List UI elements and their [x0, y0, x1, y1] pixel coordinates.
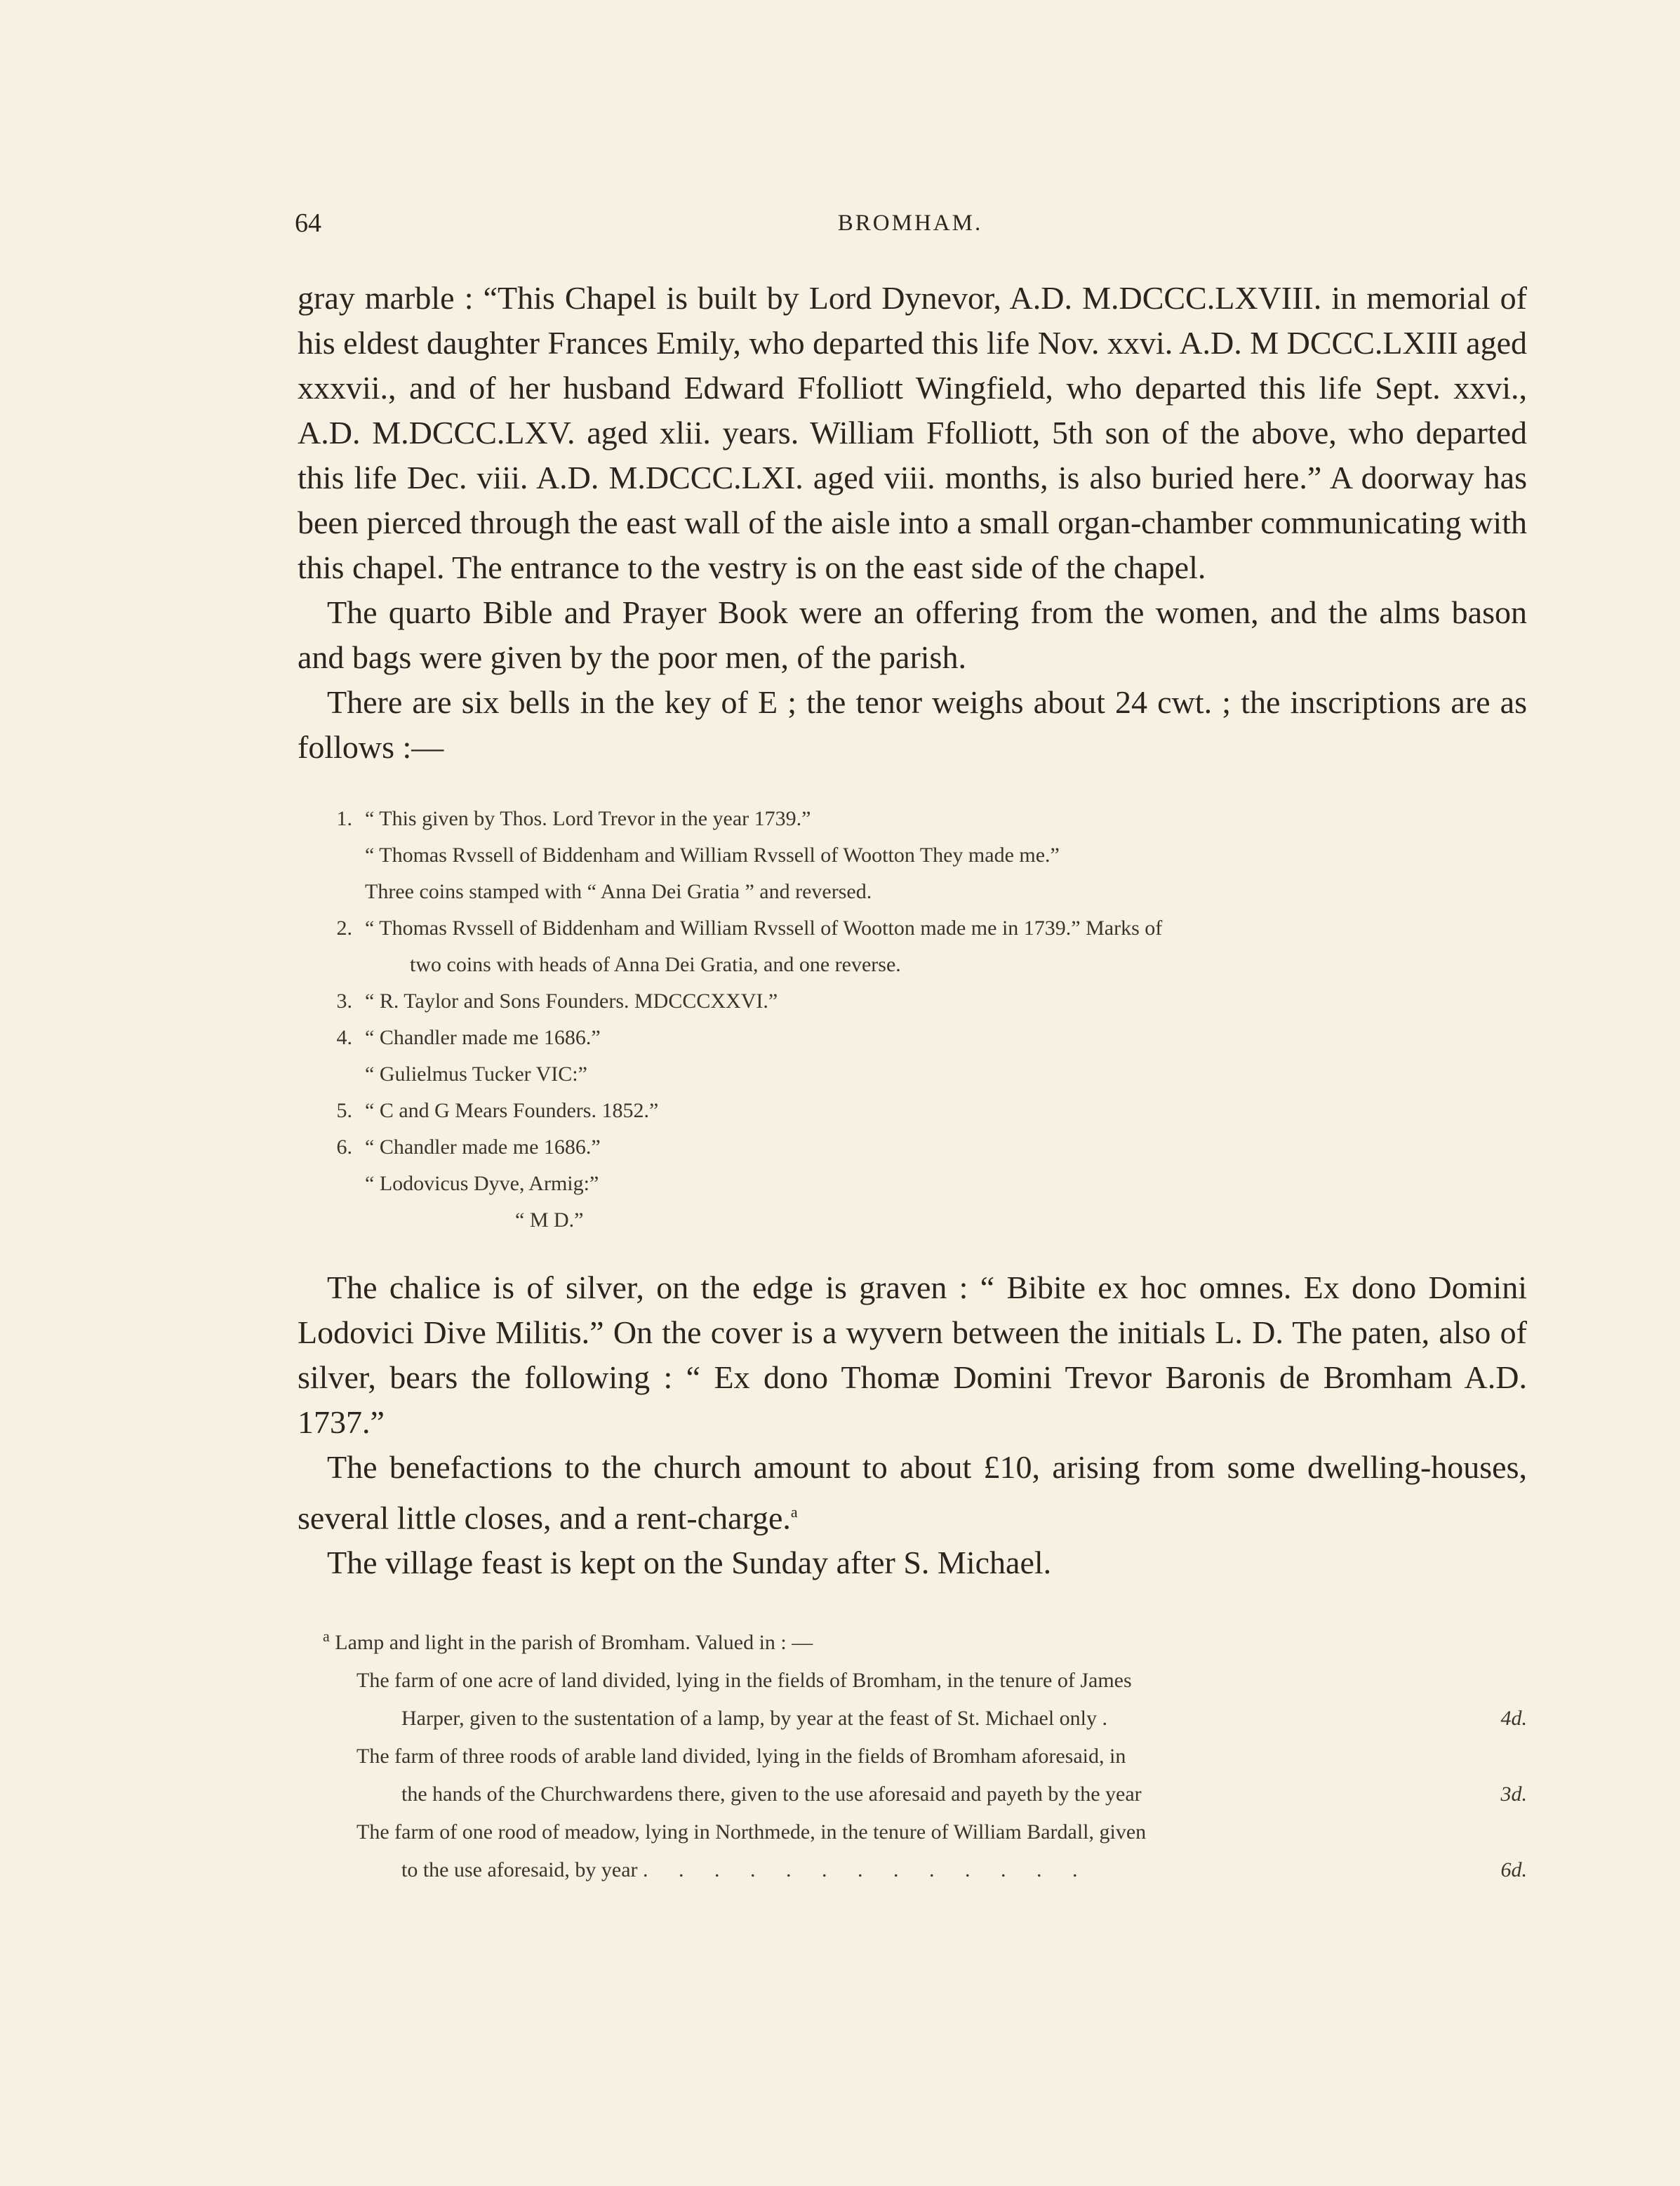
bell-inscription: “ This given by Thos. Lord Trevor in the year 1739.”	[365, 807, 811, 830]
footnote-amount: 6d.	[1500, 1858, 1527, 1882]
bell-inscriptions-list	[298, 801, 1527, 1239]
paragraph-bible-offering: The quarto Bible and Prayer Book were an offering from the women, and the alms bason and bags were given by the poor men, of the parish.	[298, 594, 1527, 675]
bell-inscription: “ Chandler made me 1686.”	[365, 1135, 601, 1159]
bell-number: 5.	[336, 1099, 352, 1122]
footnote-block	[298, 1618, 1527, 1889]
paragraph-village-feast: The village feast is kept on the Sunday after S. Michael.	[327, 1545, 1052, 1581]
bell-inscription-continued: “ Gulielmus Tucker VIC:”	[365, 1062, 587, 1086]
footnote-item-line	[298, 1700, 1527, 1738]
running-head: BROMHAM.	[837, 211, 983, 236]
footnote-amount: 3d.	[1500, 1782, 1527, 1806]
bell-number: 6.	[336, 1135, 352, 1159]
bell-number: 4.	[336, 1026, 352, 1049]
bell-inscription-initials: “ M D.”	[515, 1208, 584, 1232]
footnote-item-line	[298, 1775, 1527, 1813]
footnote-heading-text: Lamp and light in the parish of Bromham. Valued in : —	[335, 1631, 813, 1655]
paragraph-benefactions	[298, 1445, 1527, 1540]
footnote-item-line: The farm of one acre of land divided, lying in the fields of Bromham, in the tenure of James	[356, 1669, 1132, 1693]
bell-item	[298, 1129, 1527, 1166]
footnote-marker: a	[323, 1627, 330, 1646]
page-header	[295, 208, 1526, 250]
footnote-item-line: The farm of one rood of meadow, lying in Northmede, in the tenure of William Bardall, given	[356, 1820, 1147, 1844]
bell-inscription-continued: “ Lodovicus Dyve, Armig:”	[365, 1172, 599, 1195]
footnote-amount: 4d.	[1500, 1707, 1527, 1731]
bell-number: 3.	[336, 989, 352, 1013]
bell-item	[298, 1020, 1527, 1056]
bell-inscription: “ C and G Mears Founders. 1852.”	[365, 1099, 659, 1122]
dot-leaders: . . . . . . . . . . . . .	[643, 1858, 1091, 1882]
benefactions-text: The benefactions to the church amount to about £10, arising from some dwelling-houses, several little closes, and a rent-charge.	[298, 1449, 1527, 1536]
footnote-heading	[298, 1618, 1527, 1662]
footnote-item-text: to the use aforesaid, by year	[401, 1858, 638, 1882]
bell-inscription: “ Chandler made me 1686.”	[365, 1026, 601, 1049]
bell-inscription: “ Thomas Rvssell of Biddenham and William Rvssell of Wootton made me in 1739.” Marks of	[365, 917, 1163, 940]
footnote-item-text: the hands of the Churchwardens there, given to the use aforesaid and payeth by the year	[401, 1782, 1142, 1806]
paragraph-chalice: The chalice is of silver, on the edge is graven : “ Bibite ex hoc omnes. Ex dono Domini Lodovici Dive Militis.” On the cover is a wyvern between the initials L. D. The paten, also of silver, bears the following : “ Ex dono Thomæ Domini Trevor Baronis de Bromham A.D. 1737.”	[298, 1269, 1527, 1440]
bell-inscription-continued: “ Thomas Rvssell of Biddenham and William Rvssell of Wootton They made me.”	[365, 844, 1060, 867]
bell-item	[298, 983, 1527, 1020]
bell-item	[298, 801, 1527, 837]
bell-number: 1.	[336, 807, 352, 830]
footnote-item-line: The farm of three roods of arable land divided, lying in the fields of Bromham aforesaid, in	[356, 1745, 1126, 1768]
bell-item	[298, 1093, 1527, 1129]
bell-inscription: “ R. Taylor and Sons Founders. MDCCCXXVI.”	[365, 989, 778, 1013]
footnote-item-text: Harper, given to the sustentation of a lamp, by year at the feast of St. Michael only .	[401, 1707, 1108, 1731]
footnote-item-line	[298, 1851, 1527, 1889]
paragraph-chapel-inscription: gray marble : “This Chapel is built by Lord Dynevor, A.D. M.DCCC.LXVIII. in memorial of his eldest daughter Frances Emily, who departed this life Nov. xxvi. A.D. M DCCC.LXIII aged xxxvii., and of her husband Edward Ffolliott Wingfield, who departed this life Sept. xxvi., A.D. M.DCCC.LXV. aged xlii. years. William Ffolliott, 5th son of the above, who departed this life Dec. viii. A.D. M.DCCC.LXI. aged viii. months, is also buried here.” A doorway has been pierced through the east wall of the aisle into a small organ-chamber communicating with this chapel. The entrance to the vestry is on the east side of the chapel.	[298, 280, 1527, 585]
page-body	[298, 276, 1527, 1889]
paragraph-bells-intro: There are six bells in the key of E ; the tenor weighs about 24 cwt. ; the inscriptions are as follows :—	[298, 684, 1527, 765]
bell-inscription-note: Three coins stamped with “ Anna Dei Gratia ” and reversed.	[365, 880, 872, 903]
bell-number: 2.	[336, 917, 352, 940]
page-number: 64	[295, 208, 321, 238]
bell-inscription-continued: two coins with heads of Anna Dei Gratia, and one reverse.	[410, 953, 901, 976]
bell-item	[298, 910, 1527, 947]
footnote-reference: a	[790, 1503, 798, 1521]
